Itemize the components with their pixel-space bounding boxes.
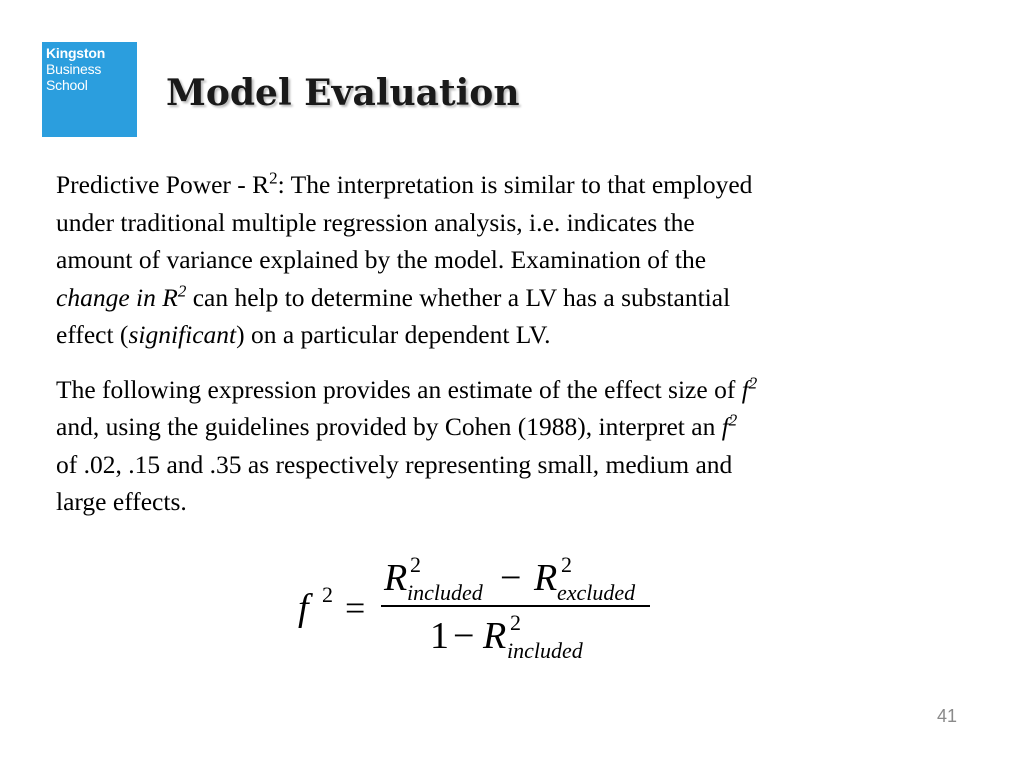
p1-line-5: effect (significant) on a particular dependent LV.: [56, 320, 551, 349]
effect-size-formula: [293, 548, 653, 668]
denominator-minus: −: [453, 615, 475, 657]
numerator-r-excluded: R: [534, 557, 558, 599]
p2-line-1: The following expression provides an estimate of the effect size of $f^2$: [56, 373, 758, 404]
formula-lhs-exponent: 2: [322, 582, 333, 607]
numerator-r-included-exponent: 2: [410, 552, 421, 577]
denominator-r-exponent: 2: [510, 610, 521, 635]
denominator-r-subscript: included: [507, 638, 583, 663]
numerator-r-included: R: [384, 557, 408, 599]
p1-line-2: under traditional multiple regression analysis, i.e. indicates the: [56, 207, 695, 237]
slide-title: Model Evaluation: [166, 72, 520, 114]
formula-equals: =: [345, 588, 366, 628]
slide-body: [56, 166, 956, 538]
p2-line-2: and, using the guidelines provided by Cohen (1988), interpret an $f^2$: [56, 410, 738, 441]
numerator-r-included-subscript: included: [407, 580, 483, 605]
p2-line-4: large effects.: [56, 487, 187, 516]
denominator-r-included: R: [483, 615, 507, 657]
kingston-business-school-logo: [42, 42, 137, 137]
paragraph-predictive-power: [56, 166, 956, 354]
paragraph-effect-size: [56, 371, 956, 521]
formula-lhs-f: f: [298, 587, 309, 629]
numerator-r-excluded-subscript: excluded: [557, 580, 636, 605]
p1-line-4: change in $R^2$ can help to determine whether a LV has a substantial: [56, 281, 731, 312]
slide-page-number: 41: [937, 706, 958, 726]
numerator-r-excluded-exponent: 2: [561, 552, 572, 577]
logo-line-kingston: Kingston: [46, 45, 106, 61]
logo-line-school: School: [46, 77, 88, 93]
logo-line-business: Business: [46, 61, 102, 77]
p1-line-1: Predictive Power - $R^2$: The interpretation is similar to that employed: [56, 168, 753, 199]
numerator-minus: −: [500, 557, 522, 599]
denominator-one: 1: [430, 615, 449, 657]
p1-line-3: amount of variance explained by the model. Examination of the: [56, 245, 707, 274]
fraction-bar: [381, 605, 650, 607]
p2-line-3: of .02, .15 and .35 as respectively representing small, medium and: [56, 449, 733, 479]
